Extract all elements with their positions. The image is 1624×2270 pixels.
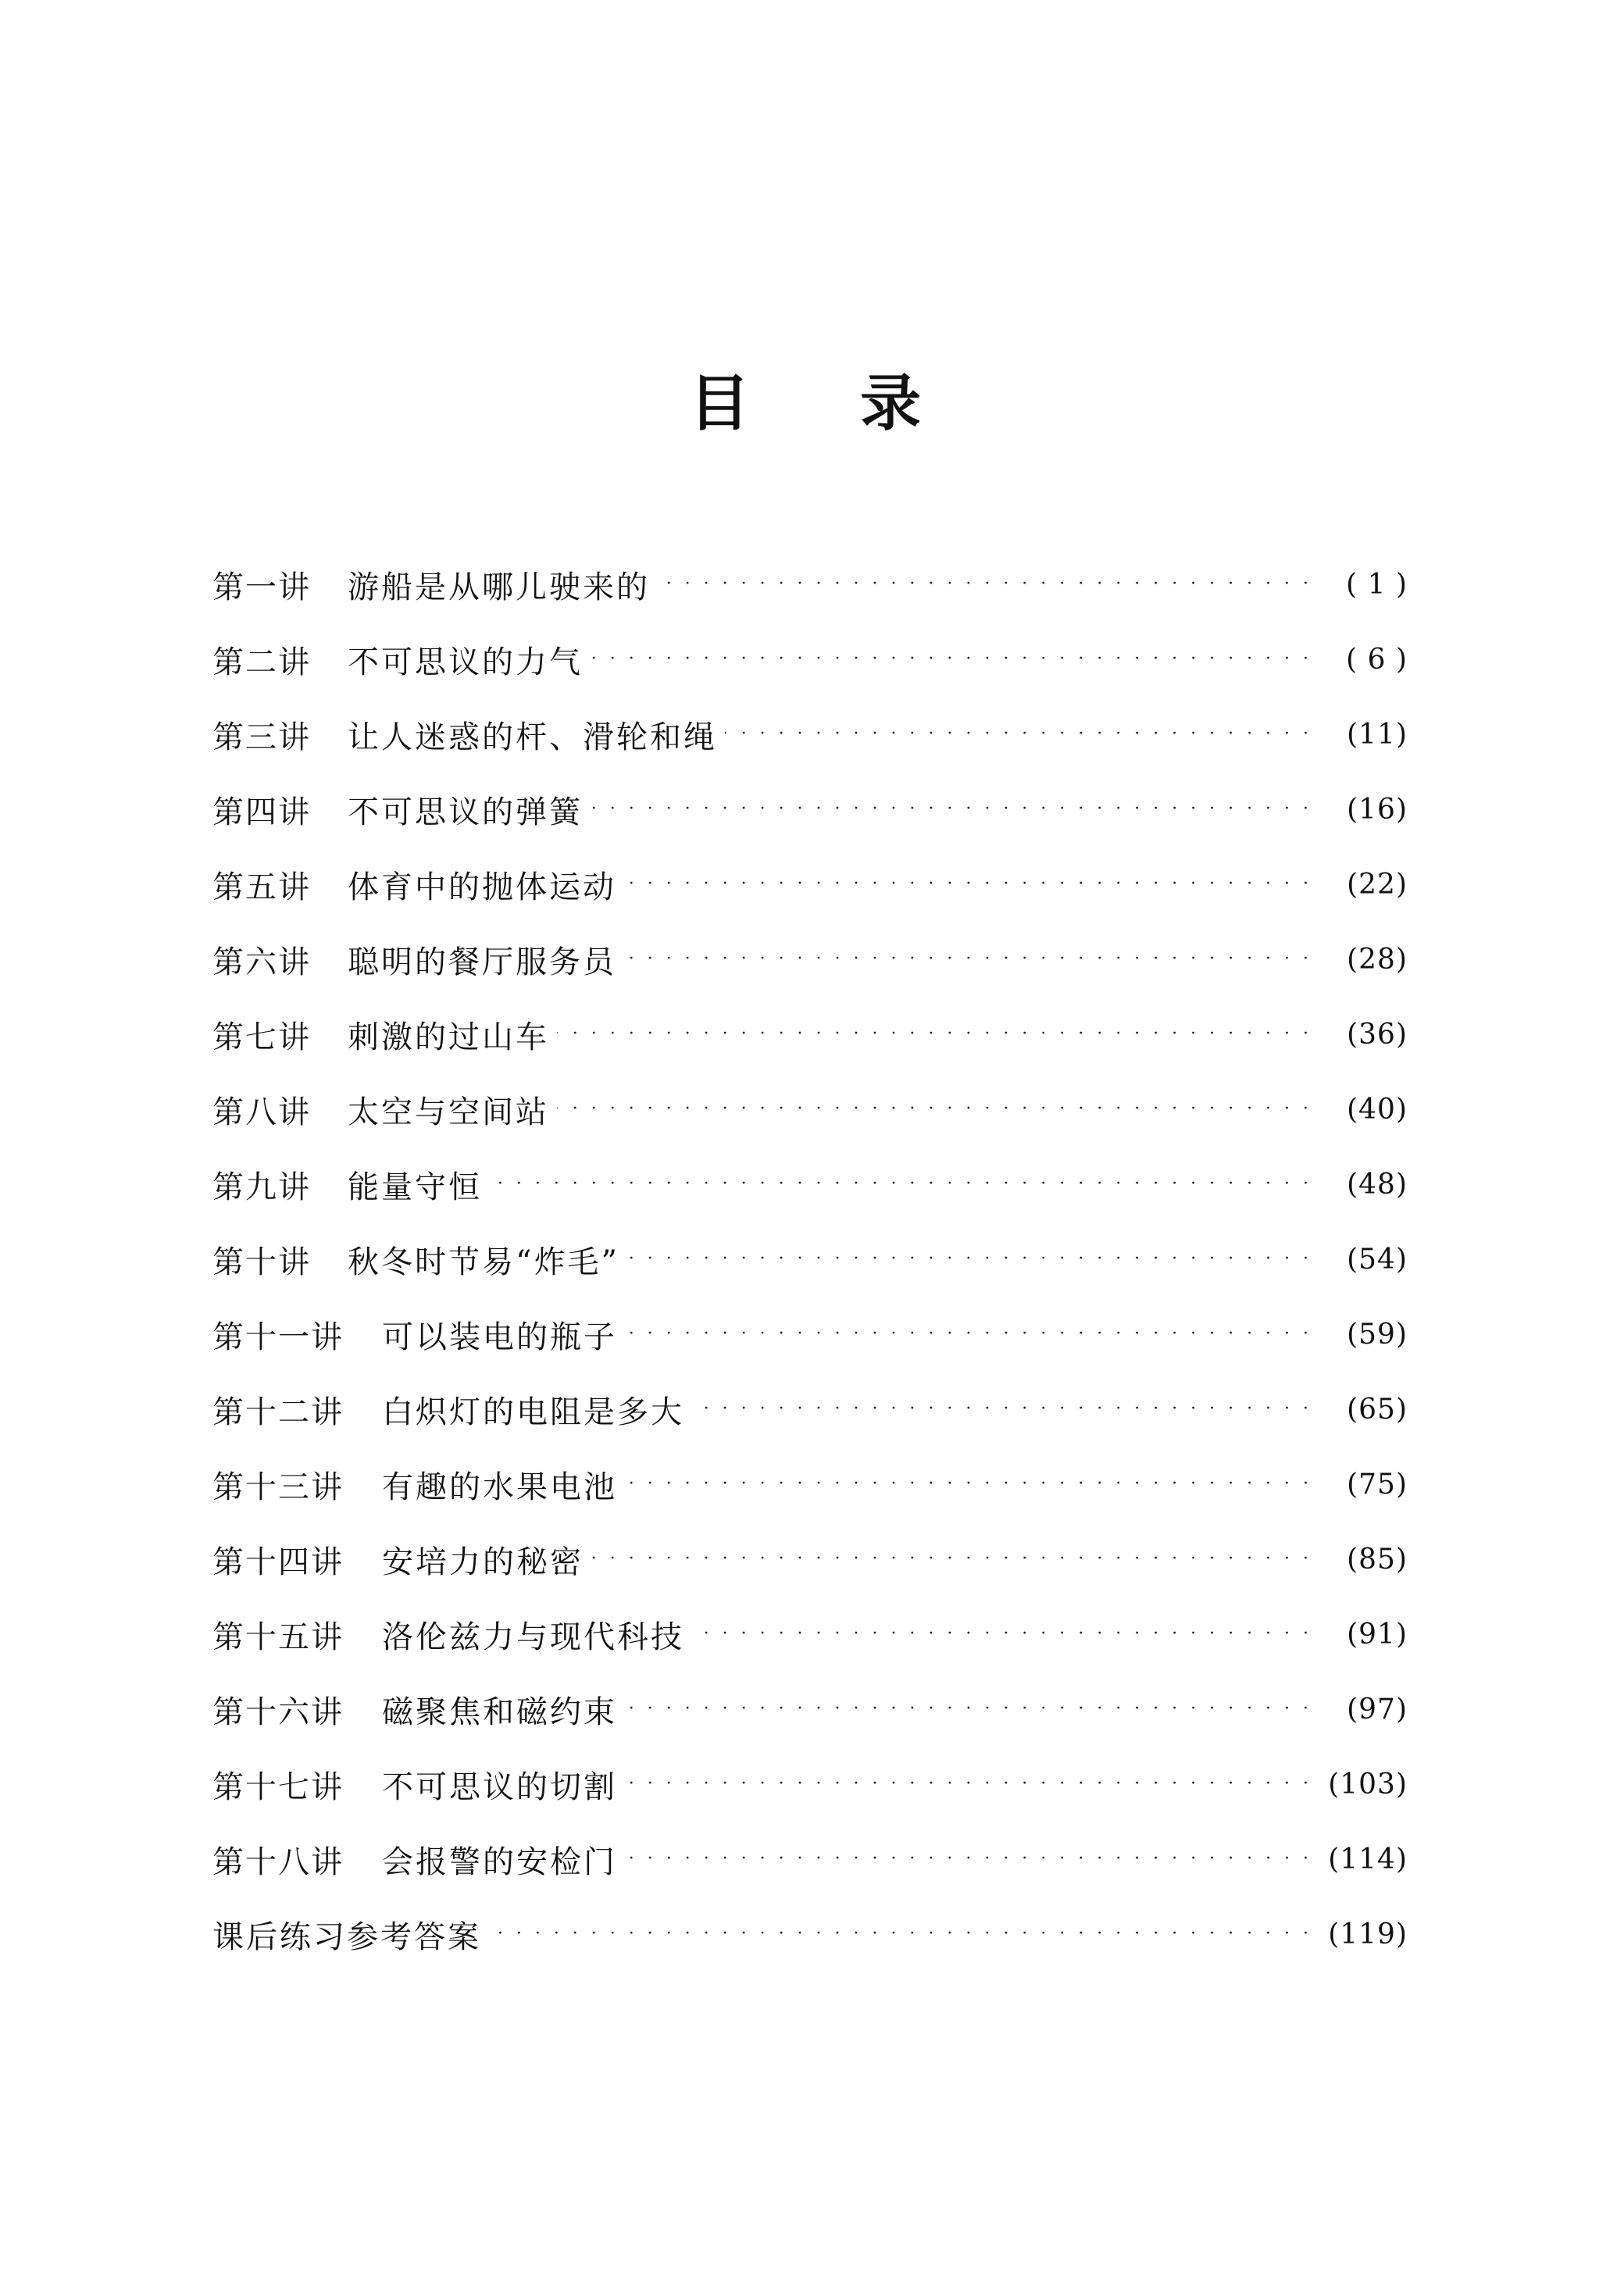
toc-entry[interactable]	[212, 1147, 1408, 1222]
toc-entry[interactable]	[212, 1372, 1408, 1447]
entry-title: 游船是从哪儿驶来的	[348, 569, 650, 605]
dot-leader	[624, 944, 1309, 975]
dot-leader	[625, 1694, 1309, 1725]
lecture-number: 第八讲	[212, 1094, 311, 1130]
toc-entry[interactable]	[212, 1072, 1408, 1147]
dot-leader	[725, 719, 1309, 750]
page-number: (65)	[1347, 1393, 1408, 1426]
entry-title: 安培力的秘密	[382, 1544, 584, 1580]
page-number: (75)	[1347, 1468, 1408, 1501]
dot-leader	[625, 1469, 1309, 1500]
page-number: (114)	[1328, 1843, 1408, 1876]
lecture-number: 第十一讲	[212, 1319, 344, 1355]
entry-title: 有趣的水果电池	[382, 1469, 617, 1505]
page-number: (119)	[1328, 1918, 1408, 1951]
lecture-number: 第十四讲	[212, 1544, 344, 1580]
entry-title: 不可思议的弹簧	[348, 794, 583, 830]
page-title-char-1: 目	[689, 369, 751, 439]
entry-title: 会报警的安检门	[382, 1843, 617, 1880]
entry-title: 可以装电的瓶子	[382, 1319, 617, 1355]
lecture-number: 第七讲	[212, 1019, 311, 1055]
toc-entry[interactable]	[212, 622, 1408, 697]
page-number: (22)	[1347, 868, 1408, 901]
entry-title: 洛伦兹力与现代科技	[382, 1619, 684, 1655]
lecture-number: 第五讲	[212, 869, 311, 905]
page-number: ( 6 )	[1346, 643, 1408, 676]
entry-title: 白炽灯的电阻是多大	[382, 1394, 684, 1430]
toc-entry[interactable]	[212, 847, 1408, 922]
lecture-number: 第九讲	[212, 1169, 311, 1205]
lecture-number: 第三讲	[212, 719, 311, 755]
page-number: (103)	[1328, 1768, 1408, 1801]
lecture-number: 第十讲	[212, 1244, 311, 1280]
entry-title: 不可思议的力气	[348, 644, 583, 680]
lecture-number: 第二讲	[212, 644, 311, 680]
dot-leader	[557, 1019, 1309, 1050]
page-number: (97)	[1347, 1693, 1408, 1726]
toc-entry[interactable]	[212, 1222, 1408, 1297]
page-number: (91)	[1347, 1618, 1408, 1651]
entry-title: 聪明的餐厅服务员	[348, 944, 616, 980]
page-title	[0, 361, 1624, 447]
lecture-number: 第四讲	[212, 794, 311, 830]
dot-leader	[591, 794, 1309, 825]
lecture-number: 第一讲	[212, 569, 311, 605]
page-number: (85)	[1347, 1543, 1408, 1576]
toc-entry[interactable]	[212, 772, 1408, 847]
lecture-number: 第十二讲	[212, 1394, 344, 1430]
dot-leader	[490, 1169, 1309, 1200]
dot-leader	[591, 644, 1309, 675]
toc-entry[interactable]	[212, 697, 1408, 772]
dot-leader	[625, 1319, 1309, 1350]
lecture-number: 第十三讲	[212, 1469, 344, 1505]
entry-title: 体育中的抛体运动	[348, 869, 616, 905]
dot-leader	[625, 1769, 1309, 1800]
page-number: (36)	[1347, 1018, 1408, 1051]
page-title-char-2: 录	[860, 369, 922, 439]
page-number: (28)	[1347, 943, 1408, 976]
page-number: (16)	[1347, 793, 1408, 826]
table-of-contents	[212, 547, 1408, 1972]
dot-leader	[591, 1544, 1309, 1575]
dot-leader	[692, 1394, 1309, 1425]
dot-leader	[658, 569, 1309, 600]
toc-entry[interactable]	[212, 1522, 1408, 1597]
dot-leader	[557, 1094, 1309, 1125]
toc-entry[interactable]	[212, 1297, 1408, 1372]
dot-leader	[627, 1244, 1309, 1275]
entry-title: 不可思议的切割	[382, 1769, 617, 1805]
page-number: (48)	[1347, 1168, 1408, 1201]
lecture-number: 第十八讲	[212, 1843, 344, 1880]
toc-entry[interactable]	[212, 1447, 1408, 1522]
dot-leader	[489, 1918, 1309, 1950]
dot-leader	[624, 869, 1309, 900]
lecture-number: 第六讲	[212, 944, 311, 980]
page-number: (54)	[1347, 1243, 1408, 1276]
lecture-number: 第十六讲	[212, 1694, 344, 1730]
lecture-number: 第十五讲	[212, 1619, 344, 1655]
toc-entry[interactable]	[212, 1822, 1408, 1897]
entry-title: 刺激的过山车	[348, 1019, 549, 1055]
page-number: (11)	[1347, 718, 1408, 751]
entry-title: 太空与空间站	[348, 1094, 549, 1130]
entry-title: 磁聚焦和磁约束	[382, 1694, 617, 1730]
toc-entry[interactable]	[212, 1597, 1408, 1672]
toc-entry[interactable]	[212, 997, 1408, 1072]
dot-leader	[692, 1619, 1309, 1650]
toc-entry[interactable]	[212, 1672, 1408, 1747]
dot-leader	[625, 1843, 1309, 1875]
toc-entry[interactable]	[212, 547, 1408, 622]
entry-title: 能量守恒	[348, 1169, 482, 1205]
entry-title: 让人迷惑的杆、滑轮和绳	[348, 719, 717, 755]
toc-entry[interactable]	[212, 1747, 1408, 1822]
lecture-number: 第十七讲	[212, 1769, 344, 1805]
entry-title: 课后练习参考答案	[212, 1918, 481, 1955]
entry-title: 秋冬时节易“炸毛”	[348, 1244, 619, 1280]
toc-entry[interactable]	[212, 1897, 1408, 1972]
page-number: ( 1 )	[1346, 568, 1408, 601]
page-number: (40)	[1347, 1093, 1408, 1126]
page-number: (59)	[1347, 1318, 1408, 1351]
toc-entry[interactable]	[212, 922, 1408, 997]
